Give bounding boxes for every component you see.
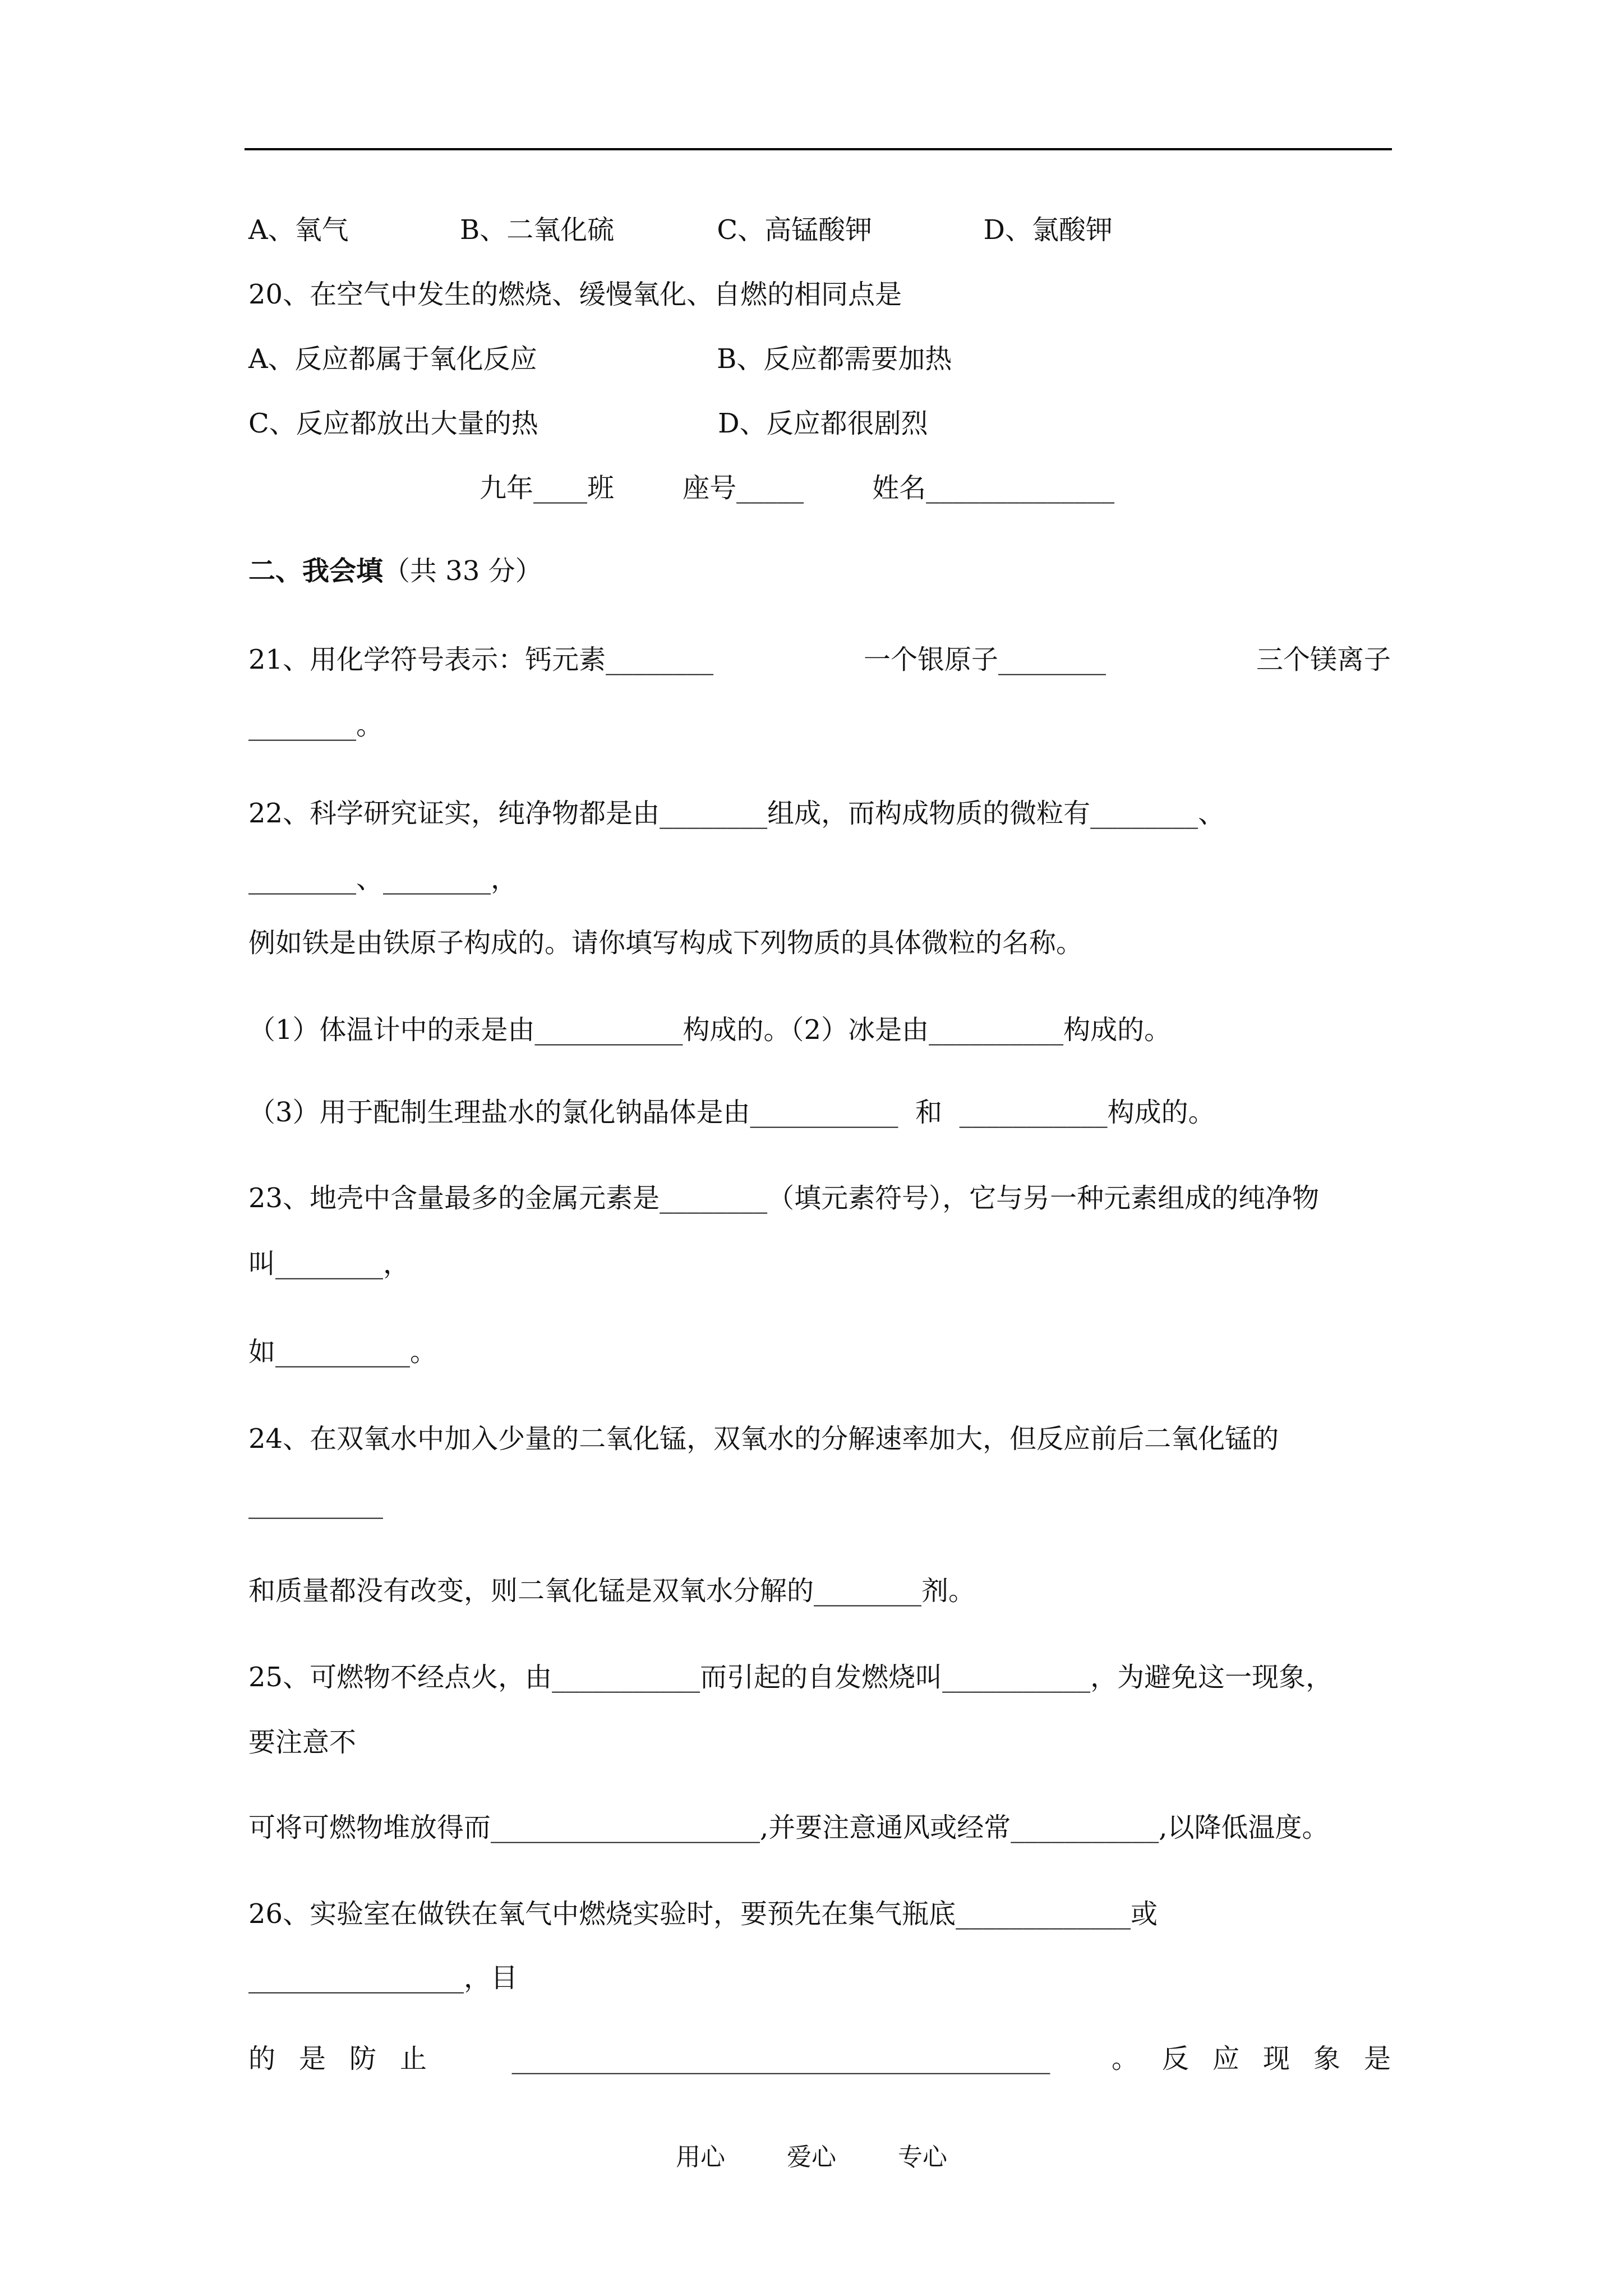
q20-options-cd: C、反应都放出大量的热 D、反应都很剧烈 <box>248 408 928 439</box>
q20-stem: 20、在空气中发生的燃烧、缓慢氧化、自燃的相同点是 <box>248 279 902 310</box>
q22-sub1: （1）体温计中的汞是由___________构成的。（2）冰是由__________构成的。 <box>248 1014 1172 1046</box>
footer-word-1: 用心 <box>676 2143 725 2171</box>
q24-line3: 和质量都没有改变，则二氧化锰是双氧水分解的________剂。 <box>248 1575 976 1607</box>
q21-line <box>248 643 1391 677</box>
q25-line1: 25、可燃物不经点火，由___________而引起的自发燃烧叫___________，为避免这一现象， <box>248 1662 1333 1693</box>
q23-line1: 23、地壳中含量最多的金属元素是________（填元素符号），它与另一种元素组成的纯净物 <box>248 1182 1320 1214</box>
q21-part1: 21、用化学符号表示：钙元素________ <box>248 644 714 675</box>
header-rule <box>245 148 1392 150</box>
q25-line3: 可将可燃物堆放得而____________________,并要注意通风或经常___________,以降低温度。 <box>248 1812 1329 1843</box>
q21-continuation: ________。 <box>248 710 384 741</box>
footer-word-2: 爱心 <box>787 2143 836 2171</box>
q26-line3-start: 的是防止 <box>248 2043 451 2074</box>
q23-line2: 叫________， <box>248 1248 411 1280</box>
footer-word-3: 专心 <box>898 2143 947 2171</box>
q22-line1: 22、科学研究证实，纯净物都是由________组成，而构成物质的微粒有________、 <box>248 798 1225 829</box>
q24-line2: __________ <box>248 1488 383 1519</box>
page-footer <box>0 2142 1623 2173</box>
q19-options: A、氧气 B、二氧化硫 C、高锰酸钾 D、氯酸钾 <box>248 214 1113 246</box>
q26-line2: ________________，目 <box>248 1962 518 1994</box>
section-score: （共 33 分） <box>383 555 542 587</box>
class-info: 九年____班 座号_____ 姓名______________ <box>479 472 1115 504</box>
q26-line3-end: 。反应现象是 <box>1111 2043 1414 2074</box>
q23-line3: 如__________。 <box>248 1336 437 1368</box>
section-title: 二、我会填 <box>248 555 384 587</box>
q25-line2: 要注意不 <box>248 1727 357 1758</box>
q22-line3: 例如铁是由铁原子构成的。请你填写构成下列物质的具体微粒的名称。 <box>248 927 1083 959</box>
section-heading <box>248 554 542 588</box>
q22-sub3: （3）用于配制生理盐水的氯化钠晶体是由___________ 和 ___________构成的。 <box>248 1097 1215 1128</box>
q21-part2: 一个银原子________ <box>864 644 1106 675</box>
q24-line1: 24、在双氧水中加入少量的二氧化锰，双氧水的分解速率加大，但反应前后二氧化锰的 <box>248 1423 1279 1455</box>
q22-line2: ________、________， <box>248 863 518 895</box>
q26-line3 <box>248 2042 1414 2076</box>
q21-part3: 三个镁离子 <box>1256 644 1391 675</box>
q20-options-ab: A、反应都属于氧化反应 B、反应都需要加热 <box>248 343 952 375</box>
q26-line3-blank: ________________________________________ <box>511 2043 1050 2074</box>
q26-line1: 26、实验室在做铁在氧气中燃烧实验时，要预先在集气瓶底_____________或 <box>248 1898 1158 1930</box>
